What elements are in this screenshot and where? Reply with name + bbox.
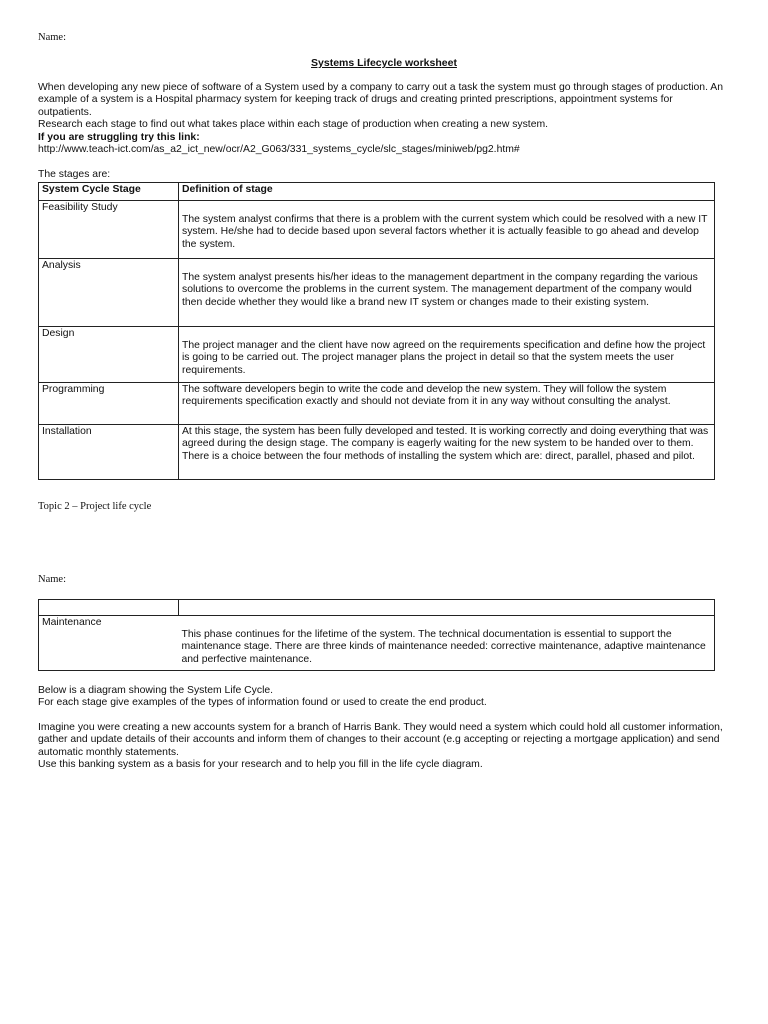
scenario-paragraph: Imagine you were creating a new accounts system for a branch of Harris Bank. They would need a system which could hold all customer information, gather and update details of their accounts and inform them of changes to their account (e.g accepting or rejecting a mortgage application) and send automatic monthly statements.: [38, 721, 723, 758]
table-row: [39, 383, 715, 425]
stage-definition: [179, 201, 715, 259]
stage-name: Design: [39, 327, 179, 383]
stage-name: Maintenance: [39, 616, 179, 671]
name-label-page2: Name:: [38, 574, 66, 585]
empty-cell: [179, 600, 715, 616]
scenario-instruction: Use this banking system as a basis for your research and to help you fill in the life cycle diagram.: [38, 759, 483, 771]
table-row: [39, 616, 715, 671]
reference-link[interactable]: http://www.teach-ict.com/as_a2_ict_new/ocr/A2_G063/331_systems_cycle/slc_stages/miniweb/pg2.htm#: [38, 144, 520, 156]
table-row: [39, 327, 715, 383]
stages-intro: The stages are:: [38, 169, 111, 180]
stage-definition: [179, 425, 715, 480]
struggling-note: If you are struggling try this link:: [38, 131, 200, 143]
name-label: Name:: [38, 32, 66, 43]
intro-paragraph: When developing any new piece of software of a System used by a company to carry out a task the system must go through stages of production. An example of a system is a Hospital pharmacy system for keeping track of drugs and creating printed prescriptions, appointment systems for outpatients.: [38, 82, 724, 118]
empty-cell: [39, 600, 179, 616]
stage-definition: [179, 383, 715, 425]
table-header-row: [39, 183, 715, 201]
definition-text: The project manager and the client have now agreed on the requirements specification and define how the project is going to be carried out. The project manager plans the project in detail so that the system meets the user requirements.: [182, 340, 706, 376]
definition-text: At this stage, the system has been fully developed and tested. It is working correctly and doing everything that was agreed during the design stage. The company is eagerly waiting for the new system to be handed over to them. There is a choice between the four methods of installing the system which are: direct, parallel, phased and pilot.: [182, 426, 709, 462]
intro-section: [38, 82, 723, 156]
table-row: [39, 201, 715, 259]
stages-table: [38, 182, 715, 480]
stage-name: Installation: [39, 425, 179, 480]
research-instruction: Research each stage to find out what takes place within each stage of production when creating a new system.: [38, 119, 549, 131]
stage-definition: [179, 616, 715, 671]
table-row: [39, 600, 715, 616]
definition-text: This phase continues for the lifetime of the system. The technical documentation is essential to support the maintenance stage. There are three kinds of maintenance needed: corrective maintenance, adaptive maintenance and perfective maintenance.: [181, 629, 706, 665]
stage-name: Feasibility Study: [39, 201, 179, 259]
definition-text: The system analyst confirms that there is a problem with the current system which could be resolved with a new IT system. He/she had to decide based upon several factors whether it is actually feasible to go ahead and develop the system.: [182, 214, 708, 250]
diagram-intro: Below is a diagram showing the System Life Cycle.: [38, 685, 274, 696]
table-row: [39, 425, 715, 480]
stage-name: Programming: [39, 383, 179, 425]
worksheet-title: Systems Lifecycle worksheet: [311, 57, 457, 69]
definition-text: The system analyst presents his/her ideas to the management department in the company regarding the various solutions to overcome the problems in the current system. The management department of the company would then decide whether they would like a brand new IT system or changes made to their existing system.: [182, 272, 698, 308]
stage-definition: [179, 327, 715, 383]
stage-definition: [179, 259, 715, 327]
stage-name: Analysis: [39, 259, 179, 327]
instructions-section: [38, 685, 723, 771]
topic-footer: Topic 2 – Project life cycle: [38, 501, 152, 512]
column-header-definition: Definition of stage: [179, 183, 715, 201]
maintenance-table: [38, 599, 715, 671]
definition-text: The software developers begin to write the code and develop the new system. They will follow the system requirements specification exactly and should not deviate from it in any way without consulting the analyst.: [182, 384, 671, 408]
table-row: [39, 259, 715, 327]
diagram-instruction: For each stage give examples of the types of information found or used to create the end product.: [38, 697, 487, 709]
column-header-stage: System Cycle Stage: [39, 183, 179, 201]
